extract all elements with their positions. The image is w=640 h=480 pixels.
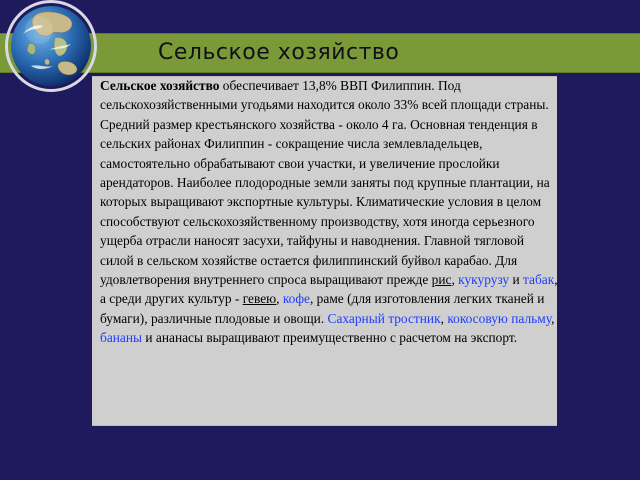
- link-banana[interactable]: бананы: [100, 330, 143, 346]
- body-text-3: , раме (для изготовления легких тканей и бумаги), различные плодовые и овощи.: [100, 291, 545, 326]
- separator: ,: [276, 291, 283, 307]
- body-text-4: и ананасы выращивают преимущественно с расчетом на экспорт.: [142, 330, 518, 346]
- separator: ,: [440, 310, 448, 326]
- link-coconut[interactable]: кокосовую пальму: [447, 310, 552, 326]
- slide-body: [100, 76, 560, 348]
- lead-bold-term: Сельское хозяйство: [100, 78, 220, 93]
- link-hevea[interactable]: гевею: [242, 291, 277, 307]
- body-text-1: обеспечивает 13,8% ВВП Филиппин. Под сельскохозяйственными угодьями находится около 33% всей площади страны. Средний размер крестьянского хозяйства - около 4 га. Основная тенденция в сельских районах Филиппин - сокращение числа землевладельцев, самостоятельно обрабатывают свои участки, и увеличение прослойки арендаторов. Наиболее плодородные земли заняты под крупные плантации, на которых выращивают экспортные культуры. Климатические условия в целом способствуют сельскохозяйственному производству, хотя иногда серьезного ущерба отрасли наносят засухи, тайфуны и наводнения. Главной тягловой силой в сельском хозяйстве остается филиппинский буйвол карабао. Для удовлетворения внутреннего спроса выращивают прежде: [100, 78, 550, 288]
- link-tobacco[interactable]: табак: [523, 272, 555, 288]
- link-coffee[interactable]: кофе: [282, 291, 310, 307]
- link-corn[interactable]: кукурузу: [458, 272, 510, 288]
- separator: ,: [551, 310, 555, 326]
- slide-title: Сельское хозяйство: [158, 40, 400, 65]
- separator: ,: [451, 272, 459, 288]
- separator: и: [509, 272, 523, 288]
- body-text-2: , а среди других культур -: [100, 272, 558, 307]
- link-rice[interactable]: рис: [431, 272, 452, 288]
- globe-icon: [9, 4, 93, 88]
- link-sugarcane[interactable]: Сахарный тростник: [327, 310, 441, 326]
